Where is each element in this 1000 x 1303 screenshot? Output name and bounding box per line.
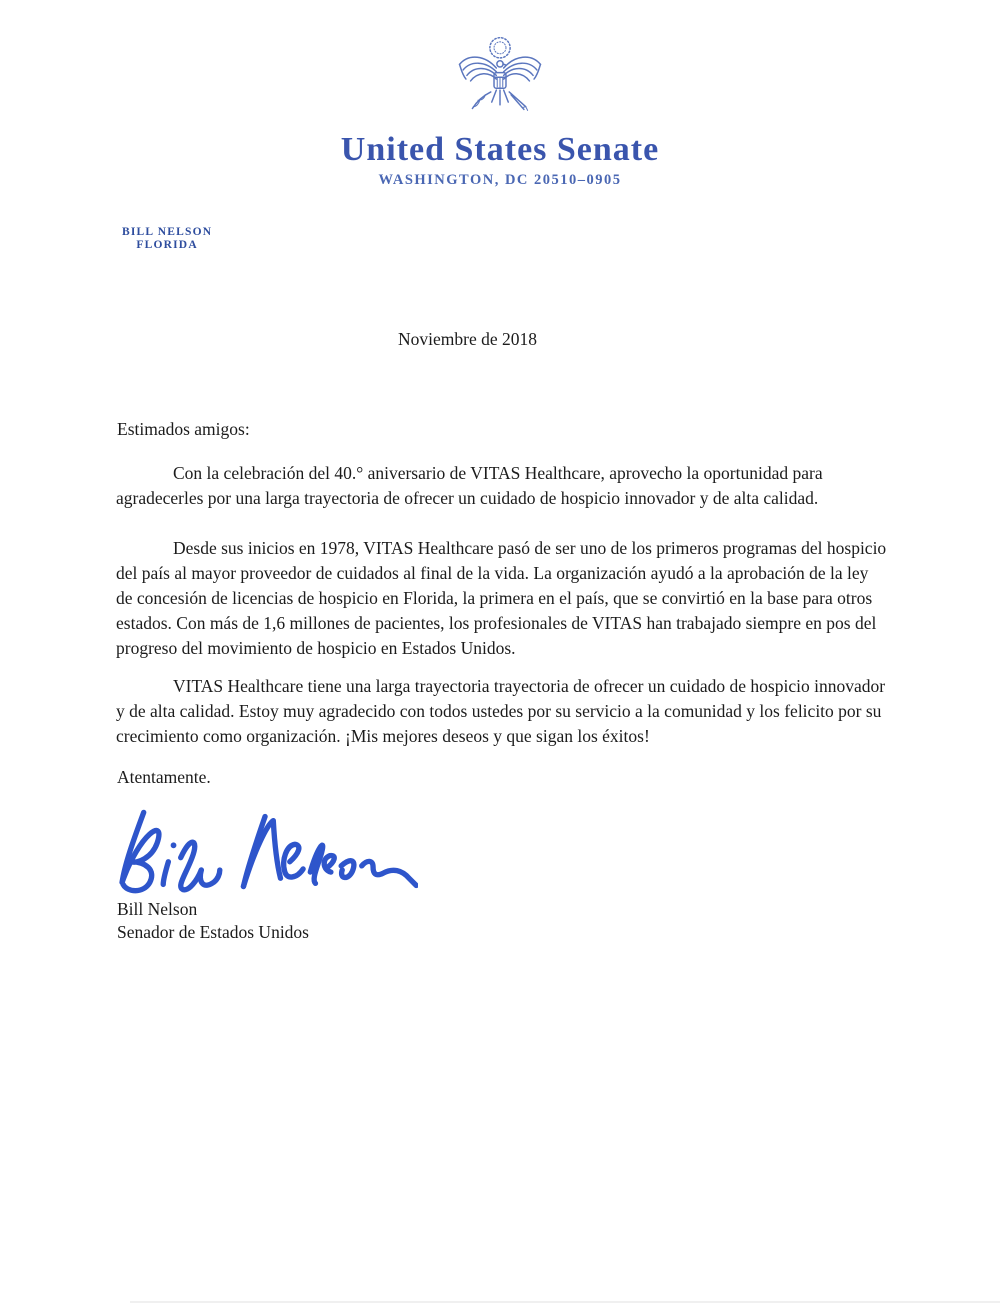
us-great-seal-icon xyxy=(448,34,552,126)
sender-state: FLORIDA xyxy=(136,239,198,251)
sender-name: BILL NELSON xyxy=(122,226,213,238)
body-paragraph: Con la celebración del 40.° aniversario de VITAS Healthcare, aprovecho la oportunidad para agradecerles por una larga trayectoria de ofrecer un cuidado de hospicio innovador y de alta calidad. xyxy=(116,463,823,508)
salutation: Estimados amigos: xyxy=(117,419,250,439)
date-line: Noviembre de 2018 xyxy=(398,329,537,349)
signer-title: Senador de Estados Unidos xyxy=(117,922,309,942)
closing: Atentamente. xyxy=(117,767,211,787)
letterhead-address: WASHINGTON, DC 20510–0905 xyxy=(378,172,622,188)
signer-name: Bill Nelson xyxy=(117,899,198,919)
letterhead-organization: United States Senate xyxy=(340,131,660,168)
signature-script xyxy=(108,798,418,906)
body-paragraph: VITAS Healthcare tiene una larga trayectoria trayectoria de ofrecer un cuidado de hospicio innovador y de alta calidad. Estoy muy agradecido con todos ustedes por su servicio a la comunidad y los felicito por su crecimiento como organización. ¡Mis mejores deseos y que sigan los éxitos! xyxy=(116,676,886,746)
sender-block xyxy=(122,226,212,252)
body-paragraph: Desde sus inicios en 1978, VITAS Healthcare pasó de ser uno de los primeros programas del hospicio del país al mayor proveedor de cuidados al final de la vida. La organización ayudó a la aprobación de la ley de concesión de licencias de hospicio en Florida, la primera en el país, que se convirtió en la base para otros estados. Con más de 1,6 millones de pacientes, los profesionales de VITAS han trabajado siempre en pos del progreso del movimiento de hospicio en Estados Unidos. xyxy=(116,538,887,658)
